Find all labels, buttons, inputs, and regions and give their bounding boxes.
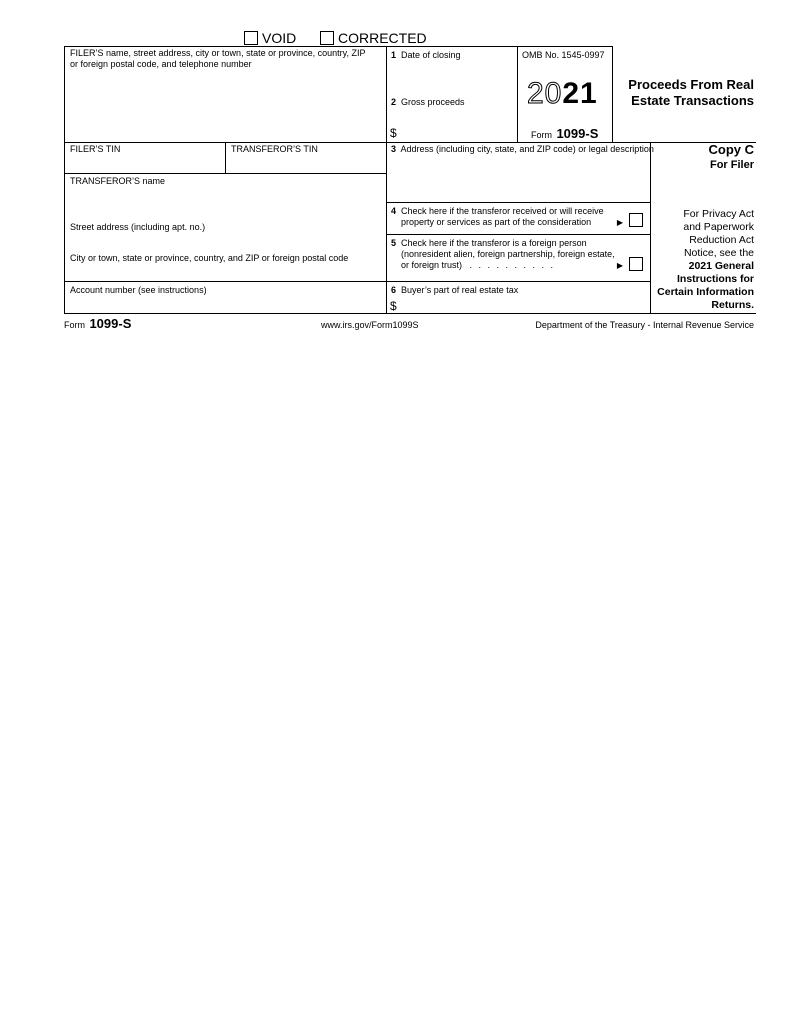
box2-dollar-sign: $ xyxy=(390,126,397,140)
account-number-label: Account number (see instructions) xyxy=(70,285,207,295)
corrected-checkbox[interactable] xyxy=(320,31,334,45)
box4-arrow: ▶ xyxy=(616,218,623,227)
void-checkbox[interactable] xyxy=(244,31,258,45)
omb-number: OMB No. 1545-0997 xyxy=(522,50,605,60)
form-title: Proceeds From Real Estate Transactions xyxy=(628,77,754,108)
corrected-label: CORRECTED xyxy=(338,30,427,46)
box5-label: 5 Check here if the transferor is a foreign person (nonresident alien, foreign partnership, foreign estate, or foreign trust) . . . . . . . . . . ▶ xyxy=(391,238,623,270)
box4-checkbox[interactable] xyxy=(629,213,643,227)
box5-checkbox[interactable] xyxy=(629,257,643,271)
transferor-name-label: TRANSFEROR’S name xyxy=(70,176,166,186)
for-filer-label: For Filer xyxy=(709,159,754,171)
form-number-header: Form 1099-S xyxy=(531,126,599,141)
box2-label: 2 Gross proceeds xyxy=(391,97,465,107)
privacy-notice: For Privacy Act and Paperwork Reduction Act Notice, see the 2021 General Instructions for Certain Information Returns. xyxy=(657,208,754,311)
box5-arrow: ▶ xyxy=(616,261,623,270)
tax-year: 2021 xyxy=(527,77,598,110)
transferor-tin-label: TRANSFEROR’S TIN xyxy=(231,144,318,154)
box1-label: 1 Date of closing xyxy=(391,50,461,60)
footer-department: Department of the Treasury - Internal Revenue Service xyxy=(535,320,754,330)
city-state-label: City or town, state or province, country, and ZIP or foreign postal code xyxy=(70,253,349,263)
filer-tin-label: FILER’S TIN xyxy=(70,144,121,154)
street-address-label: Street address (including apt. no.) xyxy=(70,222,206,232)
box4-label: 4 Check here if the transferor received or will receive property or services as part of the consideration ▶ xyxy=(391,206,623,227)
filer-name-address-label: FILER’S name, street address, city or town, state or province, country, ZIP or foreign postal code, and telephone number xyxy=(70,48,366,69)
box3-label: 3 Address (including city, state, and ZIP code) or legal description xyxy=(391,144,654,154)
box6-dollar-sign: $ xyxy=(390,299,397,313)
void-label: VOID xyxy=(262,30,297,46)
copy-c-label: Copy C xyxy=(708,142,754,157)
box6-label: 6 Buyer’s part of real estate tax xyxy=(391,285,519,295)
footer-url: www.irs.gov/Form1099S xyxy=(321,320,419,330)
footer-form-number: Form 1099-S xyxy=(64,316,132,331)
